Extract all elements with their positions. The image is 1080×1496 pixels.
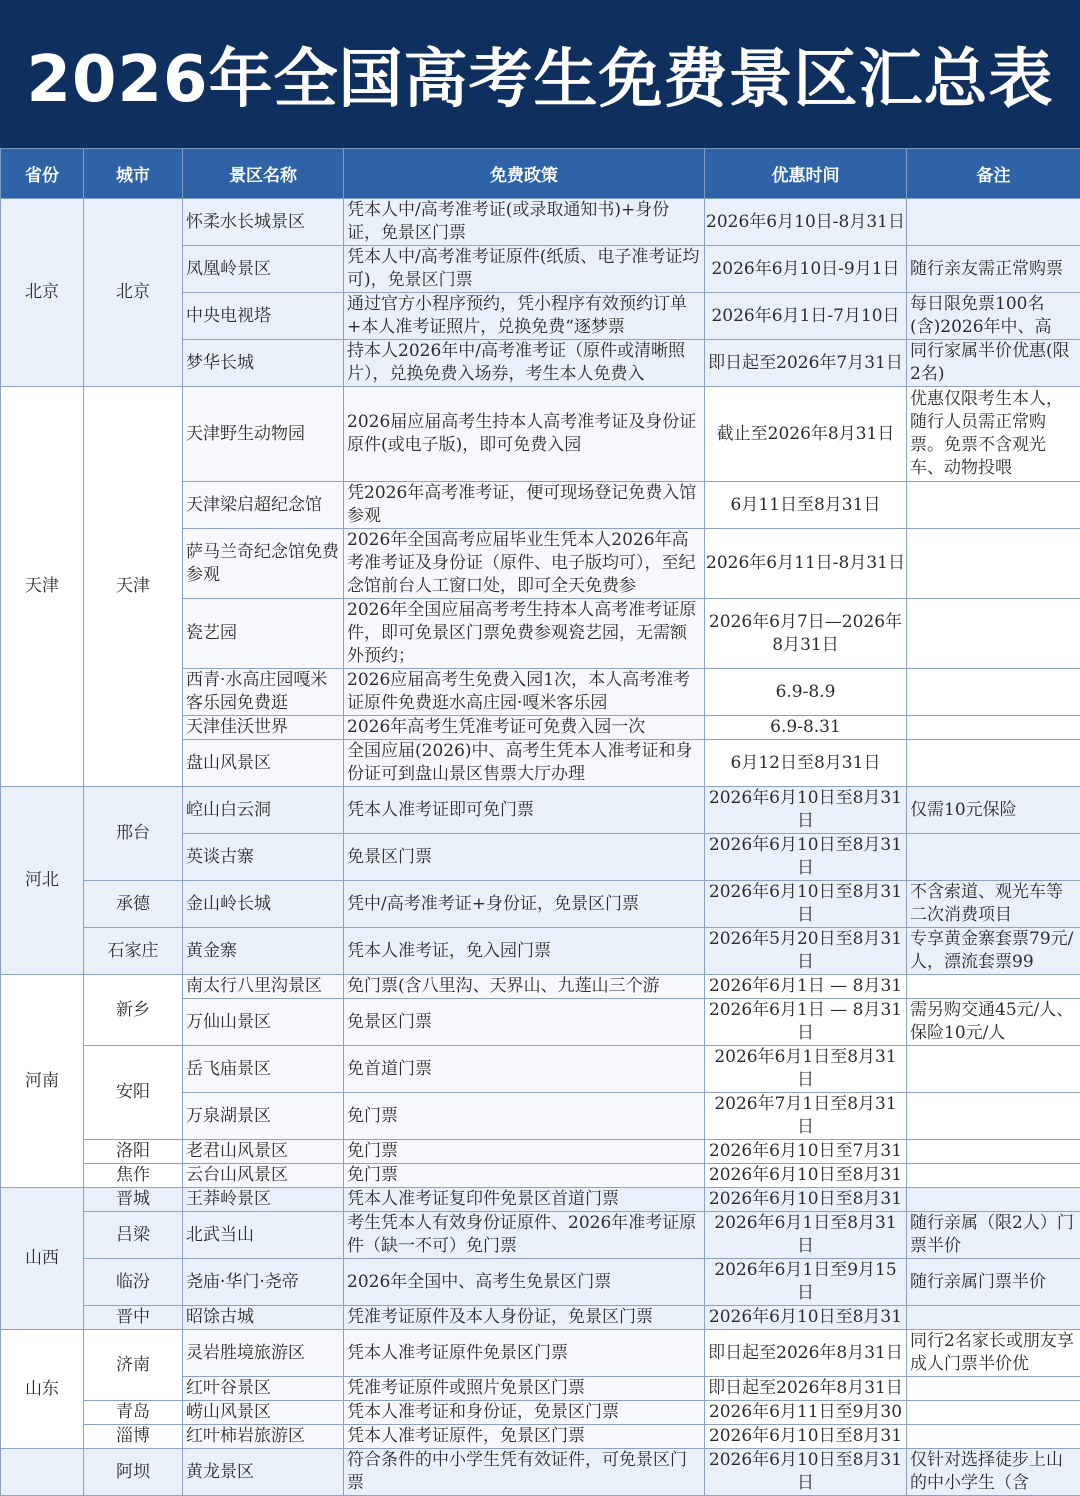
policy-cell: 凭2026年高考准考证，便可现场登记免费入馆参观 [344,482,705,529]
policy-cell: 符合条件的中小学生凭有效证件，可免景区门票 [344,1449,705,1496]
time-cell: 6月12日至8月31日 [705,740,907,787]
scenic-cell: 万仙山景区 [183,999,344,1046]
scenic-cell: 梦华长城 [183,340,344,387]
table-row [1,387,1080,482]
note-cell: 随行亲友需正常购票 [907,246,1080,293]
note-cell [907,834,1080,881]
time-cell: 即日起至2026年8月31日 [705,1330,907,1377]
policy-cell: 凭本人准考证即可免门票 [344,787,705,834]
time-cell: 即日起至2026年7月31日 [705,340,907,387]
policy-cell: 凭本人准考证和身份证，免景区门票 [344,1401,705,1425]
table-row [1,1306,1080,1330]
note-cell [907,1046,1080,1093]
time-cell: 6.9-8.9 [705,669,907,716]
policy-cell: 凭准考证原件或照片免景区门票 [344,1377,705,1401]
note-cell: 优惠仅限考生本人，随行人员需正常购票。免票不含观光车、动物投喂 [907,387,1080,482]
scenic-cell: 天津梁启超纪念馆 [183,482,344,529]
note-cell: 同行家属半价优惠(限2名) [907,340,1080,387]
table-row [1,1140,1080,1164]
note-cell: 不含索道、观光车等二次消费项目 [907,881,1080,928]
time-cell: 即日起至2026年8月31日 [705,1377,907,1401]
scenic-cell: 老君山风景区 [183,1140,344,1164]
time-cell: 2026年6月10日至8月31日 [705,834,907,881]
scenic-cell: 南太行八里沟景区 [183,975,344,999]
time-cell: 2026年5月20日至8月31日 [705,928,907,975]
header-scenic-name: 景区名称 [183,149,344,199]
scenic-cell: 盘山风景区 [183,740,344,787]
time-cell: 2026年6月1日-7月10日 [705,293,907,340]
header-time: 优惠时间 [705,149,907,199]
table-row [1,1401,1080,1425]
note-cell [907,1188,1080,1212]
prov-cell: 河南 [1,975,84,1188]
time-cell: 2026年6月10日至8月31 [705,1164,907,1188]
scenic-cell: 金山岭长城 [183,881,344,928]
policy-cell: 免门票 [344,1164,705,1188]
note-cell [907,199,1080,246]
note-cell [907,1425,1080,1449]
note-cell [907,669,1080,716]
time-cell: 2026年6月10日至8月31 [705,1425,907,1449]
table-row [1,975,1080,999]
note-cell: 需另购交通45元/人、保险10元/人 [907,999,1080,1046]
table-row [1,787,1080,834]
scenic-cell: 天津佳沃世界 [183,716,344,740]
time-cell: 6.9-8.31 [705,716,907,740]
policy-cell: 凭本人中/高考准考证(或录取通知书)+身份证，免景区门票 [344,199,705,246]
table-body [1,199,1080,1496]
note-cell [907,529,1080,599]
table-row [1,1449,1080,1496]
table-row [1,928,1080,975]
policy-cell: 凭本人准考证复印件免景区首道门票 [344,1188,705,1212]
table-row [1,199,1080,246]
scenic-cell: 灵岩胜境旅游区 [183,1330,344,1377]
time-cell: 2026年6月1日至8月31日 [705,1046,907,1093]
city-cell: 邢台 [84,787,183,881]
table-row [1,881,1080,928]
time-cell: 2026年6月1日 — 8月31 [705,975,907,999]
scenic-cell: 红叶柿岩旅游区 [183,1425,344,1449]
policy-cell: 凭本人准考证原件，免景区门票 [344,1425,705,1449]
city-cell: 吕梁 [84,1212,183,1259]
note-cell [907,975,1080,999]
city-cell: 石家庄 [84,928,183,975]
policy-cell: 全国应届(2026)中、高考生凭本人准考证和身份证可到盘山景区售票大厅办理 [344,740,705,787]
policy-cell: 凭本人中/高考准考证原件(纸质、电子准考证均可)，免景区门票 [344,246,705,293]
time-cell: 2026年6月10日至7月31 [705,1140,907,1164]
city-cell: 天津 [84,387,183,787]
policy-cell: 免景区门票 [344,999,705,1046]
policy-cell: 凭中/高考准考证+身份证，免景区门票 [344,881,705,928]
table-row [1,1188,1080,1212]
note-cell [907,482,1080,529]
scenic-cell: 云台山风景区 [183,1164,344,1188]
time-cell: 2026年6月10日至8月31日 [705,881,907,928]
page-title: 2026年全国高考生免费景区汇总表 [26,28,1053,120]
note-cell: 专享黄金寨套票79元/人，漂流套票99 [907,928,1080,975]
time-cell: 2026年6月10日-9月1日 [705,246,907,293]
scenic-cell: 黄金寨 [183,928,344,975]
table-header-row [1,149,1080,199]
prov-cell: 北京 [1,199,84,387]
note-cell [907,740,1080,787]
prov-cell: 河北 [1,787,84,975]
policy-cell: 2026年全国应届高考考生持本人高考准考证原件，即可免景区门票免费参观瓷艺园，无需额外预约； [344,599,705,669]
prov-cell [1,1449,84,1496]
scenic-cell: 怀柔水长城景区 [183,199,344,246]
time-cell: 2026年6月10日-8月31日 [705,199,907,246]
scenic-cell: 西青·水高庄园嘎米客乐园免费逛 [183,669,344,716]
city-cell: 承德 [84,881,183,928]
city-cell: 临汾 [84,1259,183,1306]
policy-cell: 免首道门票 [344,1046,705,1093]
time-cell: 2026年6月10日至8月31日 [705,1449,907,1496]
scenic-cell: 黄龙景区 [183,1449,344,1496]
city-cell: 淄博 [84,1425,183,1449]
policy-cell: 考生凭本人有效身份证原件、2026年准考证原件（缺一不可）免门票 [344,1212,705,1259]
time-cell: 2026年6月10日至8月31日 [705,787,907,834]
policy-cell: 凭准考证原件及本人身份证，免景区门票 [344,1306,705,1330]
scenic-cell: 昭馀古城 [183,1306,344,1330]
prov-cell: 天津 [1,387,84,787]
note-cell: 随行亲属门票半价 [907,1259,1080,1306]
policy-cell: 免门票 [344,1140,705,1164]
note-cell [907,1164,1080,1188]
city-cell: 新乡 [84,975,183,1046]
note-cell: 同行2名家长或朋友享成人门票半价优 [907,1330,1080,1377]
scenic-cell: 中央电视塔 [183,293,344,340]
policy-cell: 凭本人准考证原件免景区门票 [344,1330,705,1377]
city-cell: 青岛 [84,1401,183,1425]
note-cell [907,716,1080,740]
city-cell: 焦作 [84,1164,183,1188]
time-cell: 2026年6月11日-8月31日 [705,529,907,599]
time-cell: 2026年7月1日至8月31日 [705,1093,907,1140]
scenic-cell: 岳飞庙景区 [183,1046,344,1093]
time-cell: 2026年6月1日至8月31日 [705,1212,907,1259]
table-row [1,1164,1080,1188]
scenic-cell: 英谈古寨 [183,834,344,881]
note-cell [907,1377,1080,1401]
city-cell: 北京 [84,199,183,387]
note-cell: 仅针对选择徒步上山的中小学生（含 [907,1449,1080,1496]
note-cell: 随行亲属（限2人）门票半价 [907,1212,1080,1259]
policy-cell: 免景区门票 [344,834,705,881]
city-cell: 晋中 [84,1306,183,1330]
policy-cell: 通过官方小程序预约，凭小程序有效预约订单+本人准考证照片，兑换免费“逐梦票 [344,293,705,340]
policy-cell: 凭本人准考证，免入园门票 [344,928,705,975]
time-cell: 6月11日至8月31日 [705,482,907,529]
city-cell: 安阳 [84,1046,183,1140]
city-cell: 洛阳 [84,1140,183,1164]
policy-cell: 2026届应届高考生持本人高考准考证及身份证原件(或电子版)，即可免费入园 [344,387,705,482]
scenic-cell: 崆山白云洞 [183,787,344,834]
time-cell: 截止至2026年8月31日 [705,387,907,482]
policy-cell: 持本人2026年中/高考准考证（原件或清晰照片），兑换免费入场券，考生本人免费入 [344,340,705,387]
policy-cell: 2026年高考生凭准考证可免费入园一次 [344,716,705,740]
header-city: 城市 [84,149,183,199]
scenic-cell: 凤凰岭景区 [183,246,344,293]
note-cell [907,1306,1080,1330]
note-cell [907,1093,1080,1140]
scenic-cell: 萨马兰奇纪念馆免费参观 [183,529,344,599]
city-cell: 阿坝 [84,1449,183,1496]
scenic-cell: 尧庙·华门·尧帝 [183,1259,344,1306]
policy-cell: 2026年全国中、高考生免景区门票 [344,1259,705,1306]
note-cell [907,599,1080,669]
policy-cell: 免门票 [344,1093,705,1140]
time-cell: 2026年6月10日至8月31 [705,1306,907,1330]
title-banner [0,0,1080,148]
note-cell [907,1401,1080,1425]
scenic-cell: 万泉湖景区 [183,1093,344,1140]
city-cell: 济南 [84,1330,183,1401]
city-cell: 晋城 [84,1188,183,1212]
table-row [1,1425,1080,1449]
time-cell: 2026年6月1日 — 8月31日 [705,999,907,1046]
table-row [1,1259,1080,1306]
header-province: 省份 [1,149,84,199]
scenic-cell: 红叶谷景区 [183,1377,344,1401]
table-row [1,1330,1080,1377]
prov-cell: 山西 [1,1188,84,1330]
header-note: 备注 [907,149,1080,199]
scenic-cell: 崂山风景区 [183,1401,344,1425]
time-cell: 2026年6月10日至8月31 [705,1188,907,1212]
prov-cell: 山东 [1,1330,84,1449]
time-cell: 2026年6月11日至9月30 [705,1401,907,1425]
time-cell: 2026年6月1日至9月15日 [705,1259,907,1306]
note-cell [907,1140,1080,1164]
policy-cell: 免门票(含八里沟、天界山、九莲山三个游 [344,975,705,999]
table-row [1,1212,1080,1259]
scenic-cell: 王莽岭景区 [183,1188,344,1212]
scenic-cell: 瓷艺园 [183,599,344,669]
policy-cell: 2026应届高考生免费入园1次，本人高考准考证原件免费逛水高庄园·嘎米客乐园 [344,669,705,716]
time-cell: 2026年6月7日—2026年8月31日 [705,599,907,669]
note-cell: 仅需10元保险 [907,787,1080,834]
scenic-cell: 北武当山 [183,1212,344,1259]
header-policy: 免费政策 [344,149,705,199]
scenic-cell: 天津野生动物园 [183,387,344,482]
policy-cell: 2026年全国高考应届毕业生凭本人2026年高考准考证及身份证（原件、电子版均可），至纪念馆前台人工窗口处，即可全天免费参 [344,529,705,599]
scenic-summary-table [0,148,1080,1496]
note-cell: 每日限免票100名(含)2026年中、高 [907,293,1080,340]
table-row [1,1046,1080,1093]
